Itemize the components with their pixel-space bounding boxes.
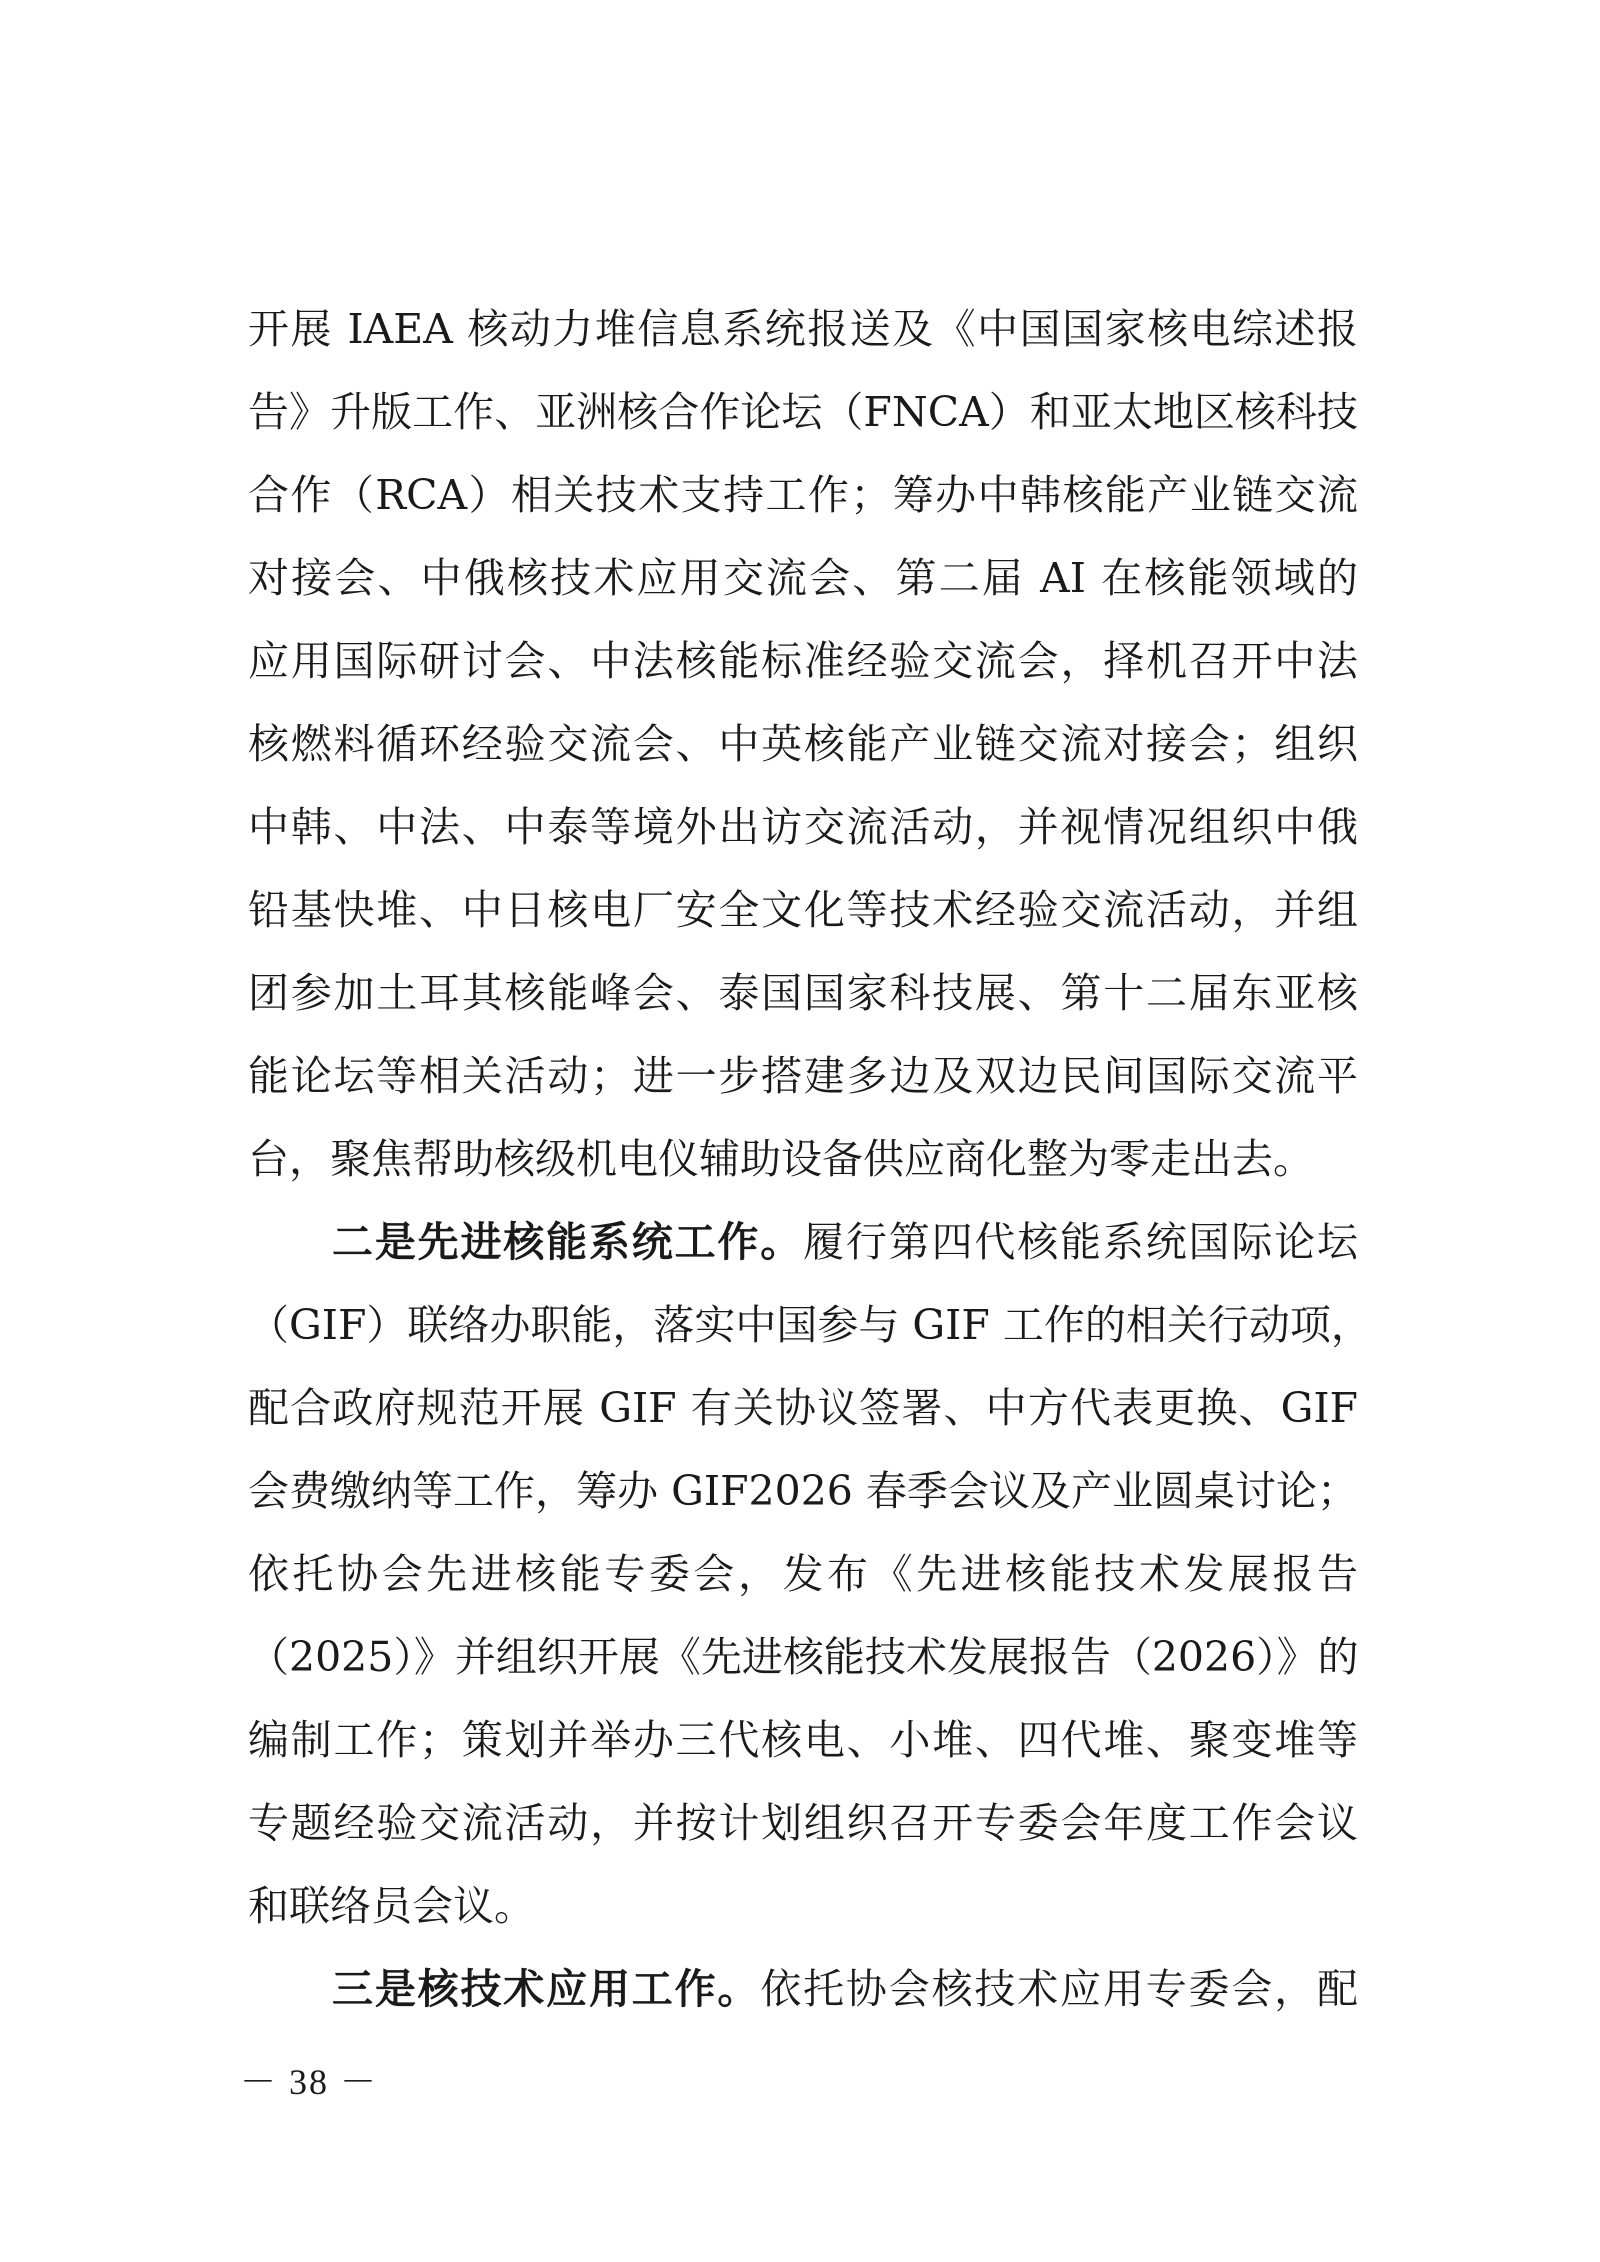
document-body xyxy=(248,288,1372,2031)
paragraph-line: 开展 IAEA 核动力堆信息系统报送及《中国国家核电综述报 xyxy=(248,305,1358,353)
section-2-first-line xyxy=(248,1201,1358,1284)
paragraph-line: 依托协会先进核能专委会，发布《先进核能技术发展报告 xyxy=(248,1550,1358,1598)
paragraph-line: 对接会、中俄核技术应用交流会、第二届 AI 在核能领域的 xyxy=(248,554,1358,602)
paragraph-line: 编制工作；策划并举办三代核电、小堆、四代堆、聚变堆等 xyxy=(248,1716,1358,1764)
section-3-text: 依托协会核技术应用专委会，配 xyxy=(760,1965,1359,2013)
paragraph-line: 团参加土耳其核能峰会、泰国国家科技展、第十二届东亚核 xyxy=(248,969,1358,1017)
paragraph-line: （GIF）联络办职能，落实中国参与 GIF 工作的相关行动项， xyxy=(248,1301,1372,1349)
paragraph-line: 专题经验交流活动，并按计划组织召开专委会年度工作会议 xyxy=(248,1799,1358,1847)
paragraph-line: 铅基快堆、中日核电厂安全文化等技术经验交流活动，并组 xyxy=(248,886,1358,934)
paragraph-line: 应用国际研讨会、中法核能标准经验交流会，择机召开中法 xyxy=(248,637,1358,685)
paragraph-line: 能论坛等相关活动；进一步搭建多边及双边民间国际交流平 xyxy=(248,1052,1358,1100)
page-number: － 38 － xyxy=(240,2062,379,2102)
paragraph-line: 中韩、中法、中泰等境外出访交流活动，并视情况组织中俄 xyxy=(248,803,1358,851)
paragraph-line: 告》升版工作、亚洲核合作论坛（FNCA）和亚太地区核科技 xyxy=(248,388,1358,436)
paragraph-line: 配合政府规范开展 GIF 有关协议签署、中方代表更换、GIF xyxy=(248,1384,1358,1432)
section-2-heading: 二是先进核能系统工作。 xyxy=(332,1218,804,1266)
section-3-first-line xyxy=(248,1948,1358,2031)
paragraph-line: 合作（RCA）相关技术支持工作；筹办中韩核能产业链交流 xyxy=(248,471,1358,519)
paragraph-line: 台，聚焦帮助核级机电仪辅助设备供应商化整为零走出去。 xyxy=(248,1135,1314,1183)
paragraph-line: 会费缴纳等工作，筹办 GIF2026 春季会议及产业圆桌讨论； xyxy=(248,1467,1358,1515)
paragraph-line: 和联络员会议。 xyxy=(248,1882,535,1930)
section-2-text: 履行第四代核能系统国际论坛 xyxy=(803,1218,1359,1266)
paragraph-line: （2025）》并组织开展《先进核能技术发展报告（2026）》的 xyxy=(248,1633,1359,1681)
paragraph-line: 核燃料循环经验交流会、中英核能产业链交流对接会；组织 xyxy=(248,720,1358,768)
section-3-heading: 三是核技术应用工作。 xyxy=(332,1965,761,2013)
